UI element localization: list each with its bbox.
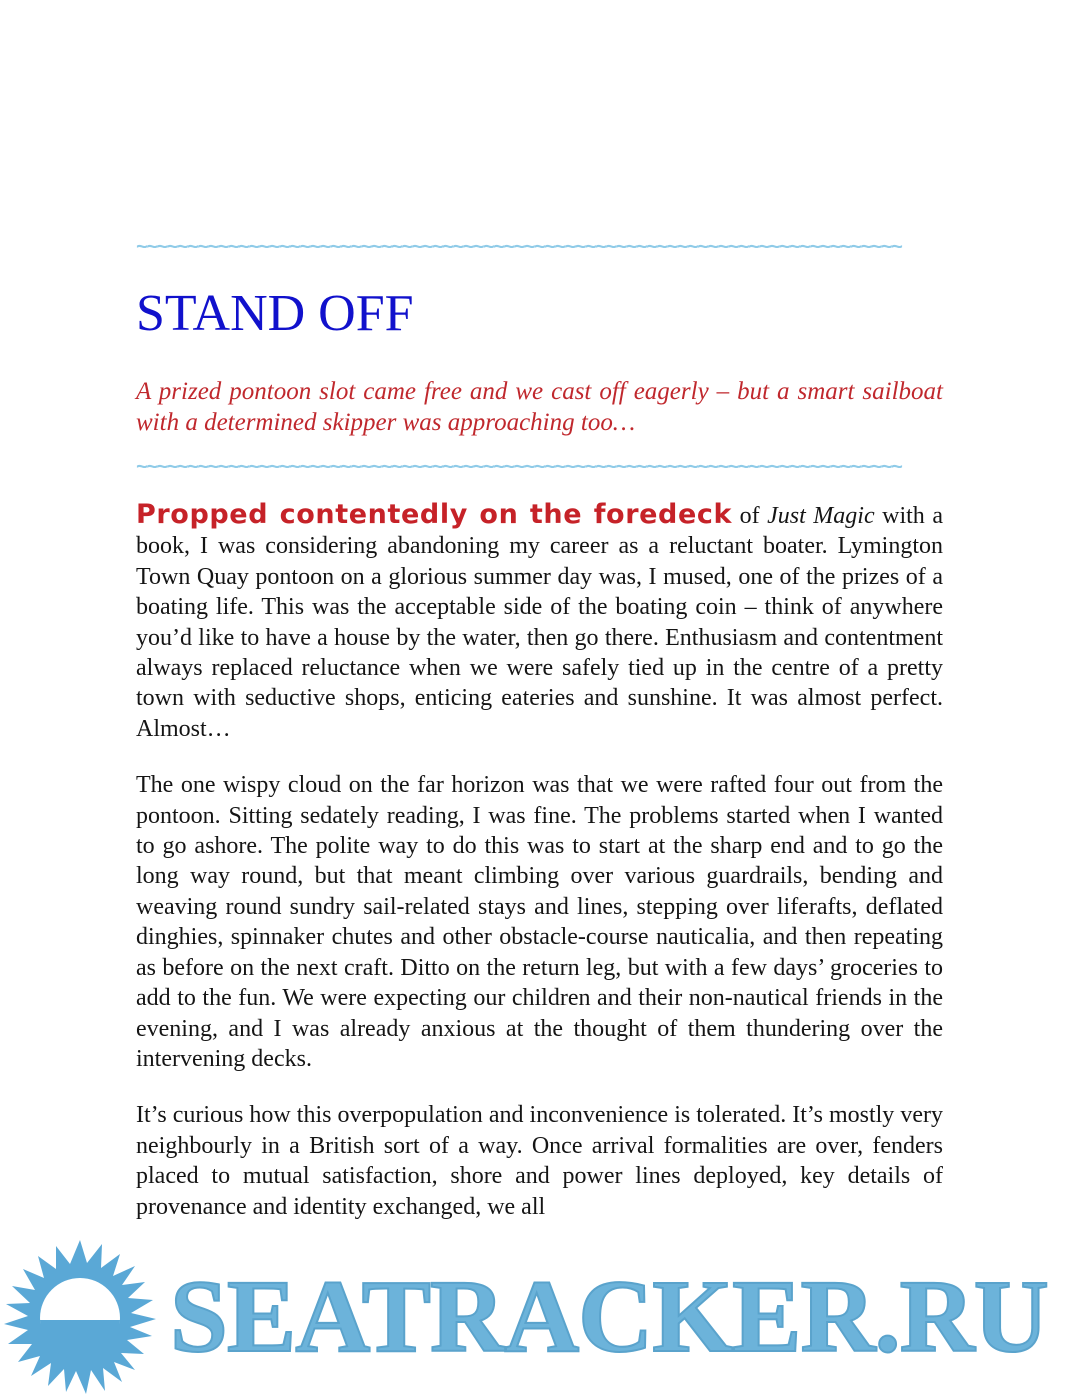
article-column	[136, 236, 943, 1248]
paragraph-1-rest: with a book, I was considering abandoning my career as a reluctant boater. Lymington Town Quay pontoon on a glorious summer day was, I mused, one of the prizes of a boating life. This was the acceptable side of the boating coin – think of anywhere you’d like to have a house by the water, then go there. Enthusiasm and contentment always replaced reluctance when we were safely tied up in the centre of a pretty town with seductive shops, enticing eateries and sunshine. It was almost perfect. Almost…	[136, 503, 943, 742]
connector-text: of	[732, 503, 768, 529]
sun-burst-icon	[0, 1236, 170, 1397]
watermark-text: SEATRACKER.RU	[170, 1259, 1048, 1374]
article-title: STAND OFF	[136, 285, 414, 342]
article-body	[136, 500, 943, 1222]
article-standfirst: A prized pontoon slot came free and we cast off eagerly – but a smart sailboat with a determined skipper was approaching too…	[136, 378, 943, 436]
wave-divider-bottom: ~~~~~~~~~~~~~~~~~~~~~~~~~~~~~~~~~~~~~~~~~~~~~~~~~~~~~~~~~~~~~~~~~~~~~~~~~~~	[136, 457, 902, 480]
paragraph-2: The one wispy cloud on the far horizon was that we were rafted four out from the pontoon. Sitting sedately reading, I was fine. The problems started when I wanted to go ashore. The polite way to do this was to start at the sharp end and to go the long way round, but that meant climbing over various guardrails, bending and weaving round sundry sail-related stays and lines, stepping over liferafts, deflated dinghies, spinnaker chutes and other obstacle-course nauticalia, and then repeating as before on the next craft. Ditto on the return leg, but with a few days’ groceries to add to the fun. We were expecting our children and their non-nautical friends in the evening, and I was already anxious at the thought of them thundering over the intervening decks.	[136, 772, 943, 1072]
paragraph-1	[136, 500, 943, 744]
lead-in: Propped contentedly on the foredeck	[136, 499, 733, 530]
wave-divider-top: ~~~~~~~~~~~~~~~~~~~~~~~~~~~~~~~~~~~~~~~~~~~~~~~~~~~~~~~~~~~~~~~~~~~~~~~~~~~	[136, 237, 902, 260]
boat-name: Just Magic	[767, 503, 875, 529]
paragraph-3: It’s curious how this overpopulation and inconvenience is tolerated. It’s mostly very neighbourly in a British sort of a way. Once arrival formalities are over, fenders placed to mutual satisfaction, shore and power lines deployed, key details of provenance and identity exchanged, we all	[136, 1102, 943, 1220]
